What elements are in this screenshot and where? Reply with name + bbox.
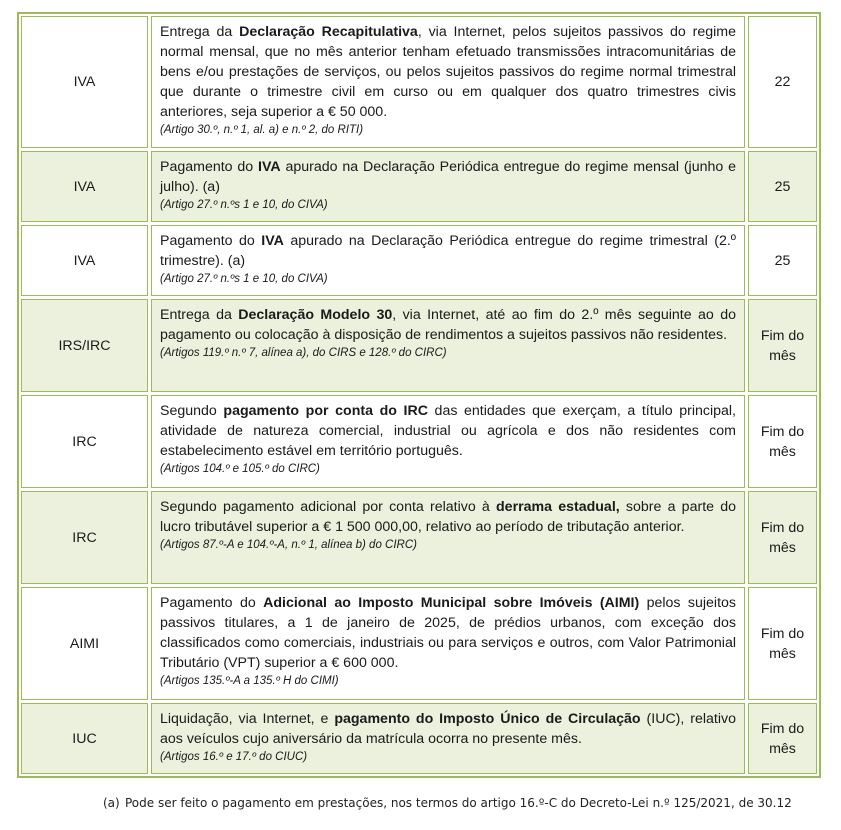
description-bold: pagamento por conta do IRC <box>223 403 428 419</box>
table-row <box>21 395 817 488</box>
description-bold: IVA <box>261 233 284 249</box>
description-cell <box>151 225 745 296</box>
tax-calendar-table <box>17 12 821 778</box>
description-text <box>160 233 736 269</box>
description-segment: Entrega da <box>160 307 239 323</box>
tax-type-cell: IVA <box>21 151 148 222</box>
description-cell <box>151 299 745 392</box>
table-row <box>21 299 817 392</box>
description-segment: , via Internet, até ao fim do 2.º mês seguinte ao do pagamento ou colocação à disposição de rendimentos a sujeitos passivos não residentes. <box>160 307 736 343</box>
description-segment: apurado na Declaração Periódica entregue do regime trimestral (2.º trimestre). (a) <box>160 233 736 269</box>
deadline-cell: Fim do mês <box>748 587 817 700</box>
description-segment: Segundo <box>160 403 224 419</box>
description-bold: IVA <box>258 159 281 175</box>
description-text <box>160 595 736 671</box>
description-cell <box>151 491 745 584</box>
tax-type-cell: IVA <box>21 225 148 296</box>
tax-type-cell: IRC <box>21 395 148 488</box>
tax-type-cell: IRS/IRC <box>21 299 148 392</box>
description-text <box>160 403 736 459</box>
description-text <box>160 711 736 747</box>
description-text <box>160 159 736 195</box>
deadline-cell: Fim do mês <box>748 491 817 584</box>
description-bold: Adicional ao Imposto Municipal sobre Imóveis (AIMI) <box>263 595 640 611</box>
footnote-marker: (a) <box>103 796 120 810</box>
legal-reference: (Artigos 16.º e 17.º do CIUC) <box>160 751 308 763</box>
description-text <box>160 24 736 120</box>
table-row <box>21 491 817 584</box>
description-segment: Pagamento do <box>160 595 264 611</box>
legal-reference: (Artigos 87.º-A e 104.º-A, n.º 1, alínea b) do CIRC) <box>160 539 417 551</box>
legal-reference: (Artigos 135.º-A a 135.º H do CIMI) <box>160 675 339 687</box>
description-cell <box>151 16 745 148</box>
description-segment: Pagamento do <box>160 159 259 175</box>
description-cell <box>151 151 745 222</box>
table-row <box>21 703 817 774</box>
description-segment: , via Internet, pelos sujeitos passivos do regime normal mensal, que no mês anterior tenham efetuado transmissões intracomunitárias de bens e/ou prestações de serviços, ou pelos sujeitos passivos do regime normal trimestral que durante o trimestre civil em curso ou em qualquer dos quatro trimestres civis anteriores, seja superior a € 50 000. <box>160 24 736 120</box>
deadline-cell: 22 <box>748 16 817 148</box>
description-segment: Entrega da <box>160 24 240 40</box>
footnote <box>103 795 803 811</box>
tax-type-cell: IVA <box>21 16 148 148</box>
description-cell <box>151 395 745 488</box>
footnote-text: Pode ser feito o pagamento em prestações, nos termos do artigo 16.º-C do Decreto-Lei n.º 125/2021, de 30.12 <box>125 796 792 810</box>
tax-type-cell: IRC <box>21 491 148 584</box>
description-bold: pagamento do Imposto Único de Circulação <box>334 711 641 727</box>
description-bold: Declaração Modelo 30 <box>238 307 393 323</box>
table-row <box>21 16 817 148</box>
description-segment: (IUC), relativo aos veículos cujo aniversário da matrícula ocorra no presente mês. <box>160 711 737 747</box>
legal-reference: (Artigos 119.º n.º 7, alínea a), do CIRS e 128.º do CIRC) <box>160 347 447 359</box>
description-segment: apurado na Declaração Periódica entregue do regime mensal (junho e julho). (a) <box>160 159 736 195</box>
description-segment: pelos sujeitos passivos titulares, a 1 de janeiro de 2025, de prédios urbanos, com exceção dos classificados como comerciais, industriais ou para serviços e outros, com Valor Patrimonial Tributário (VPT) superior a € 600 000. <box>160 595 737 671</box>
tax-type-cell: IUC <box>21 703 148 774</box>
description-text <box>160 499 736 535</box>
legal-reference: (Artigo 30.º, n.º 1, al. a) e n.º 2, do RITI) <box>160 124 364 136</box>
deadline-cell: Fim do mês <box>748 299 817 392</box>
tax-type-cell: AIMI <box>21 587 148 700</box>
table-row <box>21 151 817 222</box>
legal-reference: (Artigo 27.º n.ºs 1 e 10, do CIVA) <box>160 199 328 211</box>
deadline-cell: Fim do mês <box>748 395 817 488</box>
description-cell <box>151 703 745 774</box>
legal-reference: (Artigos 104.º e 105.º do CIRC) <box>160 463 320 475</box>
table-row <box>21 587 817 700</box>
description-segment: sobre a parte do lucro tributável superior a € 1 500 000,00, relativo ao período de tributação anterior. <box>160 499 736 535</box>
description-segment: Segundo pagamento adicional por conta relativo à <box>160 499 497 515</box>
deadline-cell: 25 <box>748 225 817 296</box>
deadline-cell: 25 <box>748 151 817 222</box>
description-text <box>160 307 736 343</box>
deadline-cell: Fim do mês <box>748 703 817 774</box>
description-segment: das entidades que exerçam, a título principal, atividade de natureza comercial, industrial ou agrícola e dos não residentes com estabelecimento estável em território português. <box>160 403 737 459</box>
legal-reference: (Artigo 27.º n.ºs 1 e 10, do CIVA) <box>160 273 328 285</box>
table-row <box>21 225 817 296</box>
description-bold: Declaração Recapitulativa <box>239 24 418 40</box>
description-bold: derrama estadual, <box>496 499 620 515</box>
description-segment: Pagamento do <box>160 233 262 249</box>
description-cell <box>151 587 745 700</box>
description-segment: Liquidação, via Internet, e <box>160 711 335 727</box>
